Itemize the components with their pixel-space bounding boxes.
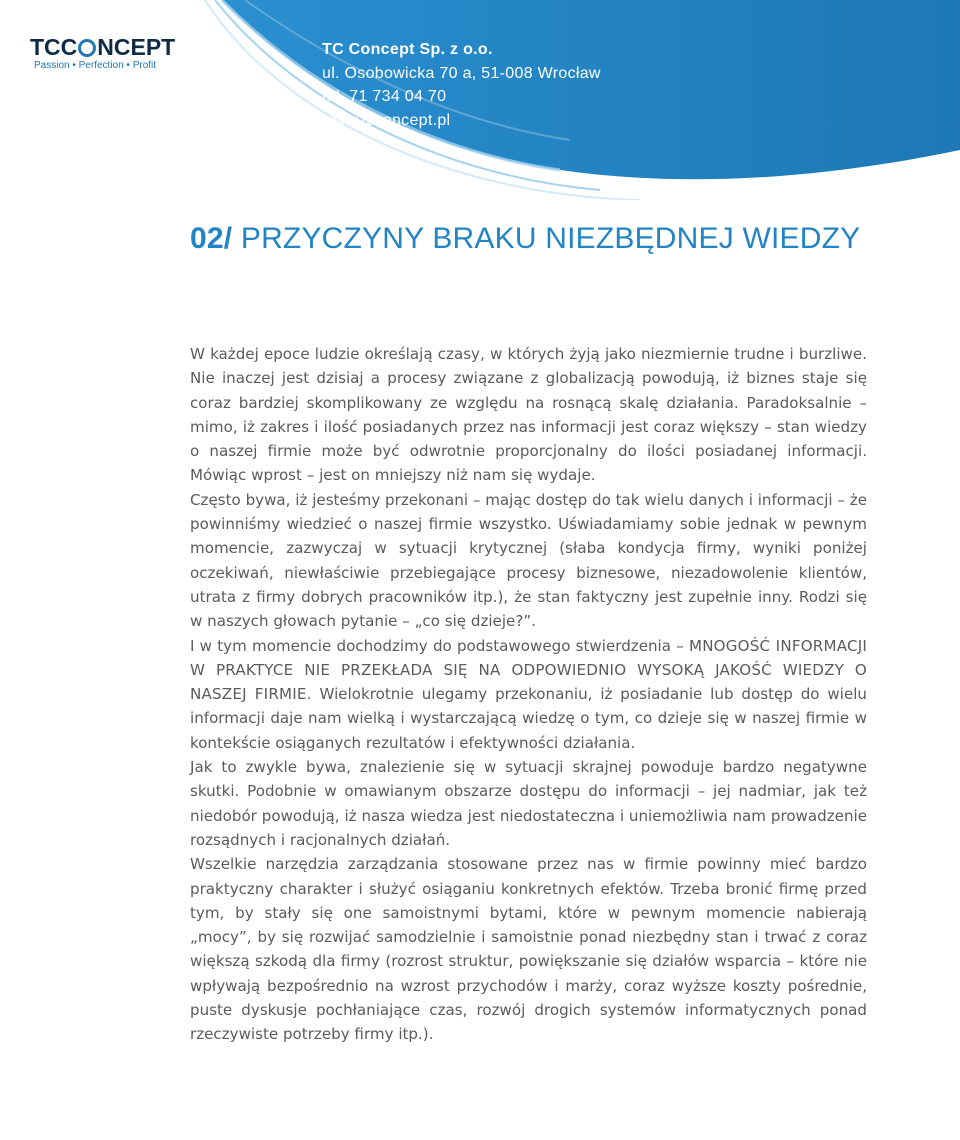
- section-number: 02/: [190, 222, 233, 255]
- company-website[interactable]: www.tcconcept.pl: [322, 111, 451, 129]
- paragraph-4: Jak to zwykle bywa, znalezienie się w sytuacji skrajnej powoduje bardzo negatywne skutki. Podobnie w omawianym obszarze dostępu do informacji – jej nadmiar, jak też niedobór powodują, iż nasza wiedza jest niedostateczna i uniemożliwia nam prowadzenie rozsądnych i racjonalnych działań.: [190, 758, 867, 849]
- logo-tagline: Passion • Perfection • Profit: [34, 60, 157, 71]
- logo-wordmark: TCC NCEPT: [30, 34, 176, 60]
- section-heading: PRZYCZYNY BRAKU NIEZBĘDNEJ WIEDZY: [240, 222, 861, 255]
- company-logo: [30, 35, 175, 75]
- paragraph-2: Często bywa, iż jesteśmy przekonani – mając dostęp do tak wielu danych i informacji – że powinniśmy wiedzieć o naszej firmie wszystko. Uświadamiamy sobie jednak w pewnym momencie, zazwyczaj w sytuacji krytycznej (słaba kondycja firmy, wyniki poniżej oczekiwań, niewłaściwie przebiegające procesy biznesowe, niezadowolenie klientów, utrata z firmy dobrych pracowników itp.), że stan faktyczny jest zupełnie inny. Rodzi się w naszych głowach pytanie – „co się dzieje?”.: [190, 490, 867, 631]
- section-title: [190, 222, 860, 256]
- company-name: TC Concept Sp. z o.o.: [322, 41, 493, 58]
- company-address: ul. Osobowicka 70 a, 51-008 Wrocław: [322, 64, 601, 82]
- company-contact: [322, 38, 601, 132]
- company-phone: tel. 71 734 04 70: [322, 88, 447, 105]
- paragraph-1: W każdej epoce ludzie określają czasy, w których żyją jako niezmiernie trudne i burzliwe. Nie inaczej jest dzisiaj a procesy związane z globalizacją powodują, iż biznes staje się coraz bardziej skomplikowany ze względu na rosnącą skalę działania. Paradoksalnie – mimo, iż zakres i ilość posiadanych przez nas informacji jest coraz większy – stan wiedzy o naszej firmie może być odwrotnie proporcjonalny do ilości posiadanej informacji. Mówiąc wprost – jest on mniejszy niż nam się wydaje.: [190, 345, 867, 485]
- emphasis-caps: MNOGOŚĆ INFORMACJI W PRAKTYCE NIE PRZEKŁADA SIĘ NA ODPOWIEDNIO WYSOKĄ JAKOŚĆ WIEDZY O NASZEJ FIRMIE.: [190, 636, 867, 704]
- paragraph-5: Wszelkie narzędzia zarządzania stosowane przez nas w firmie powinny mieć bardzo praktyczny charakter i służyć osiąganiu konkretnych efektów. Trzeba bronić firmę przed tym, by stały się one samoistnymi bytami, które w pewnym momencie nabierają „mocy”, by się rozwijać samodzielnie i samoistnie ponad niezbędny stan i trwać z coraz większą szkodą dla firmy (rozrost struktur, powiększanie się działów wsparcia – które nie wpływają bezpośrednio na wzrost przychodów i marży, coraz wyższe koszty pośrednie, puste dyskusje pochłaniające czas, rozwój drogich systemów informatycznych ponad rzeczywiste potrzeby firmy itp.).: [190, 855, 867, 1044]
- paragraph-3: I w tym momencie dochodzimy do podstawowego stwierdzenia – MNOGOŚĆ INFORMACJI W PRAKTYCE NIE PRZEKŁADA SIĘ NA ODPOWIEDNIO WYSOKĄ JAKOŚĆ WIEDZY O NASZEJ FIRMIE. Wielokrotnie ulegamy przekonaniu, iż posiadanie lub dostęp do wielu informacji daje nam wielką i wystarczającą wiedzę o tym, co dzieje się w naszej firmie w kontekście osiąganych rezultatów i efektywności działania.: [190, 636, 868, 752]
- body-text: [190, 342, 867, 1047]
- logo-ring-icon: [78, 39, 96, 57]
